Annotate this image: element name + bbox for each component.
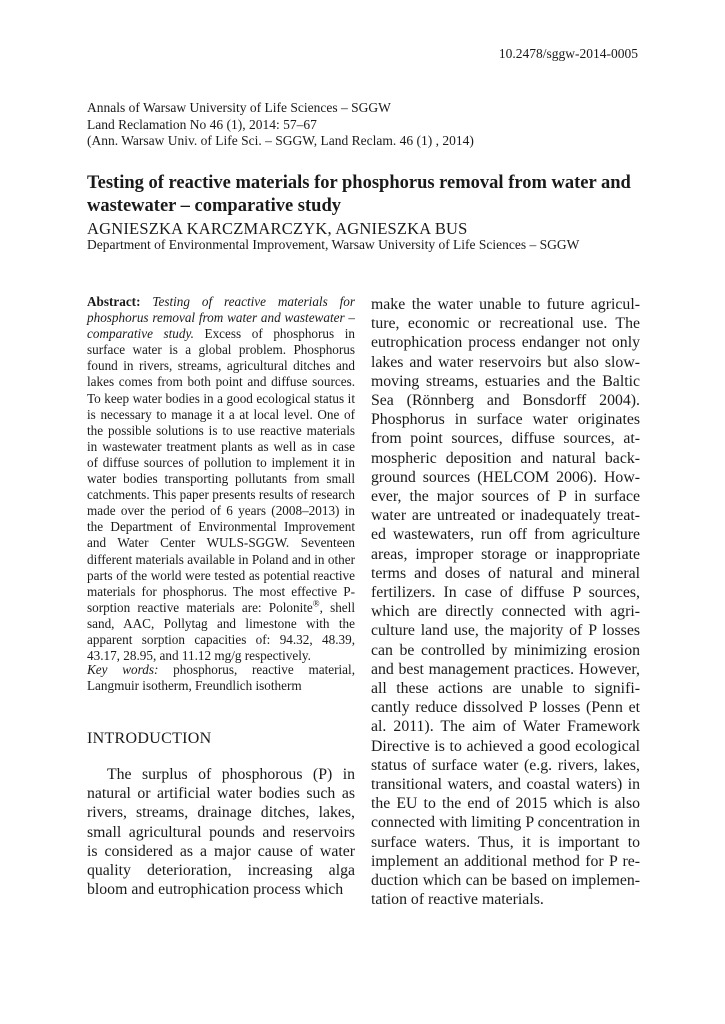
abstract xyxy=(87,294,355,664)
introduction-paragraph-right: make the water unable to future agriculture, economic or recreational use. The eutrophication process endanger not only lakes and water reservoirs but also slow-moving streams, estuaries and the Baltic Sea (Rönnberg and Bonsdorff 2004). Phosphorus in surface water originates from point sources, diffuse sources, atmospheric deposition and natural background sources (HELCOM 2006). However, the major sources of P in surface water are untreated or inadequately treated wastewaters, run off from agriculture areas, improper storage or inappropriate terms and doses of natural and mineral fertilizers. In case of diffuse P sources, which are directly connected with agriculture land use, the majority of P losses can be controlled by minimizing erosion and best management practices. However, all these actions are unable to significantly reduce dissolved P losses (Penn et al. 2011). The aim of Water Framework Directive is to achieved a good ecological status of surface water (e.g. rivers, lakes, transitional waters, and coastal waters) in the EU to the end of 2015 which is also connected with limiting P concentration in surface waters. Thus, it is important to implement an additional method for P reduction which can be based on implementation of reactive materials. xyxy=(371,296,640,909)
keywords-text: phosphorus, reactive material, Langmuir isotherm, Freundlich isotherm xyxy=(87,662,355,694)
keywords-label: Key words: xyxy=(87,662,159,677)
abstract-label: Abstract: xyxy=(87,294,141,309)
registered-mark: ® xyxy=(312,598,320,609)
article-title: Testing of reactive materials for phosphorus removal from water and wastewater – comparative study xyxy=(87,173,631,216)
department: Department of Environmental Improvement, Warsaw University of Life Sciences – SGGW xyxy=(87,237,580,252)
doi: 10.2478/sggw-2014-0005 xyxy=(498,46,638,61)
introduction-paragraph-left: The surplus of phosphorous (P) in natural or artificial water bodies such as rivers, streams, drainage ditches, lakes, small agricultural pounds and reservoirs is considered as a major cause of water quality deterioration, increasing alga bloom and eutrophication process which xyxy=(87,766,355,899)
abstract-body: Excess of phosphorus in surface water is a global problem. Phosphorus found in rivers, streams, agricultural ditches and lakes comes from both point and diffuse sources. To keep water bodies in a good ecological status it is necessary to manage it a at local level. One of the possible solutions is to use reactive materials in wastewater treatment plants as well as in case of diffuse sources of pollution to implement it in water bodies transporting pollutants from small catchments. This paper presents results of research made over the period of 6 years (2008–2013) in the Department of Environmental Improvement and Water Center WULS-SGGW. Seventeen different materials available in Poland and in other parts of the world were tested as potential reactive materials for phosphorus. The most effective P-sorption reactive materials are: Polonite xyxy=(87,326,355,615)
journal-line-1: Annals of Warsaw University of Life Sciences – SGGW xyxy=(87,100,391,115)
abstract-title: Testing of reactive materials for phosphorus removal from water and wastewater – comparative study. xyxy=(87,294,355,342)
authors: AGNIESZKA KARCZMARCZYK, AGNIESZKA BUS xyxy=(87,219,468,238)
journal-line-2: Land Reclamation No 46 (1), 2014: 57–67 xyxy=(87,116,317,132)
journal-info xyxy=(87,100,474,150)
section-heading-introduction: INTRODUCTION xyxy=(87,730,212,747)
abstract-body-end: , shell sand, AAC, Pollytag and limestone with the apparent sorption capacities of: 94.32, 48.39, 43.17, 28.95, and 11.12 mg/g respectively. xyxy=(87,599,355,664)
keywords xyxy=(87,662,355,694)
journal-line-3: (Ann. Warsaw Univ. of Life Sci. – SGGW, Land Reclam. 46 (1) , 2014) xyxy=(87,133,474,148)
